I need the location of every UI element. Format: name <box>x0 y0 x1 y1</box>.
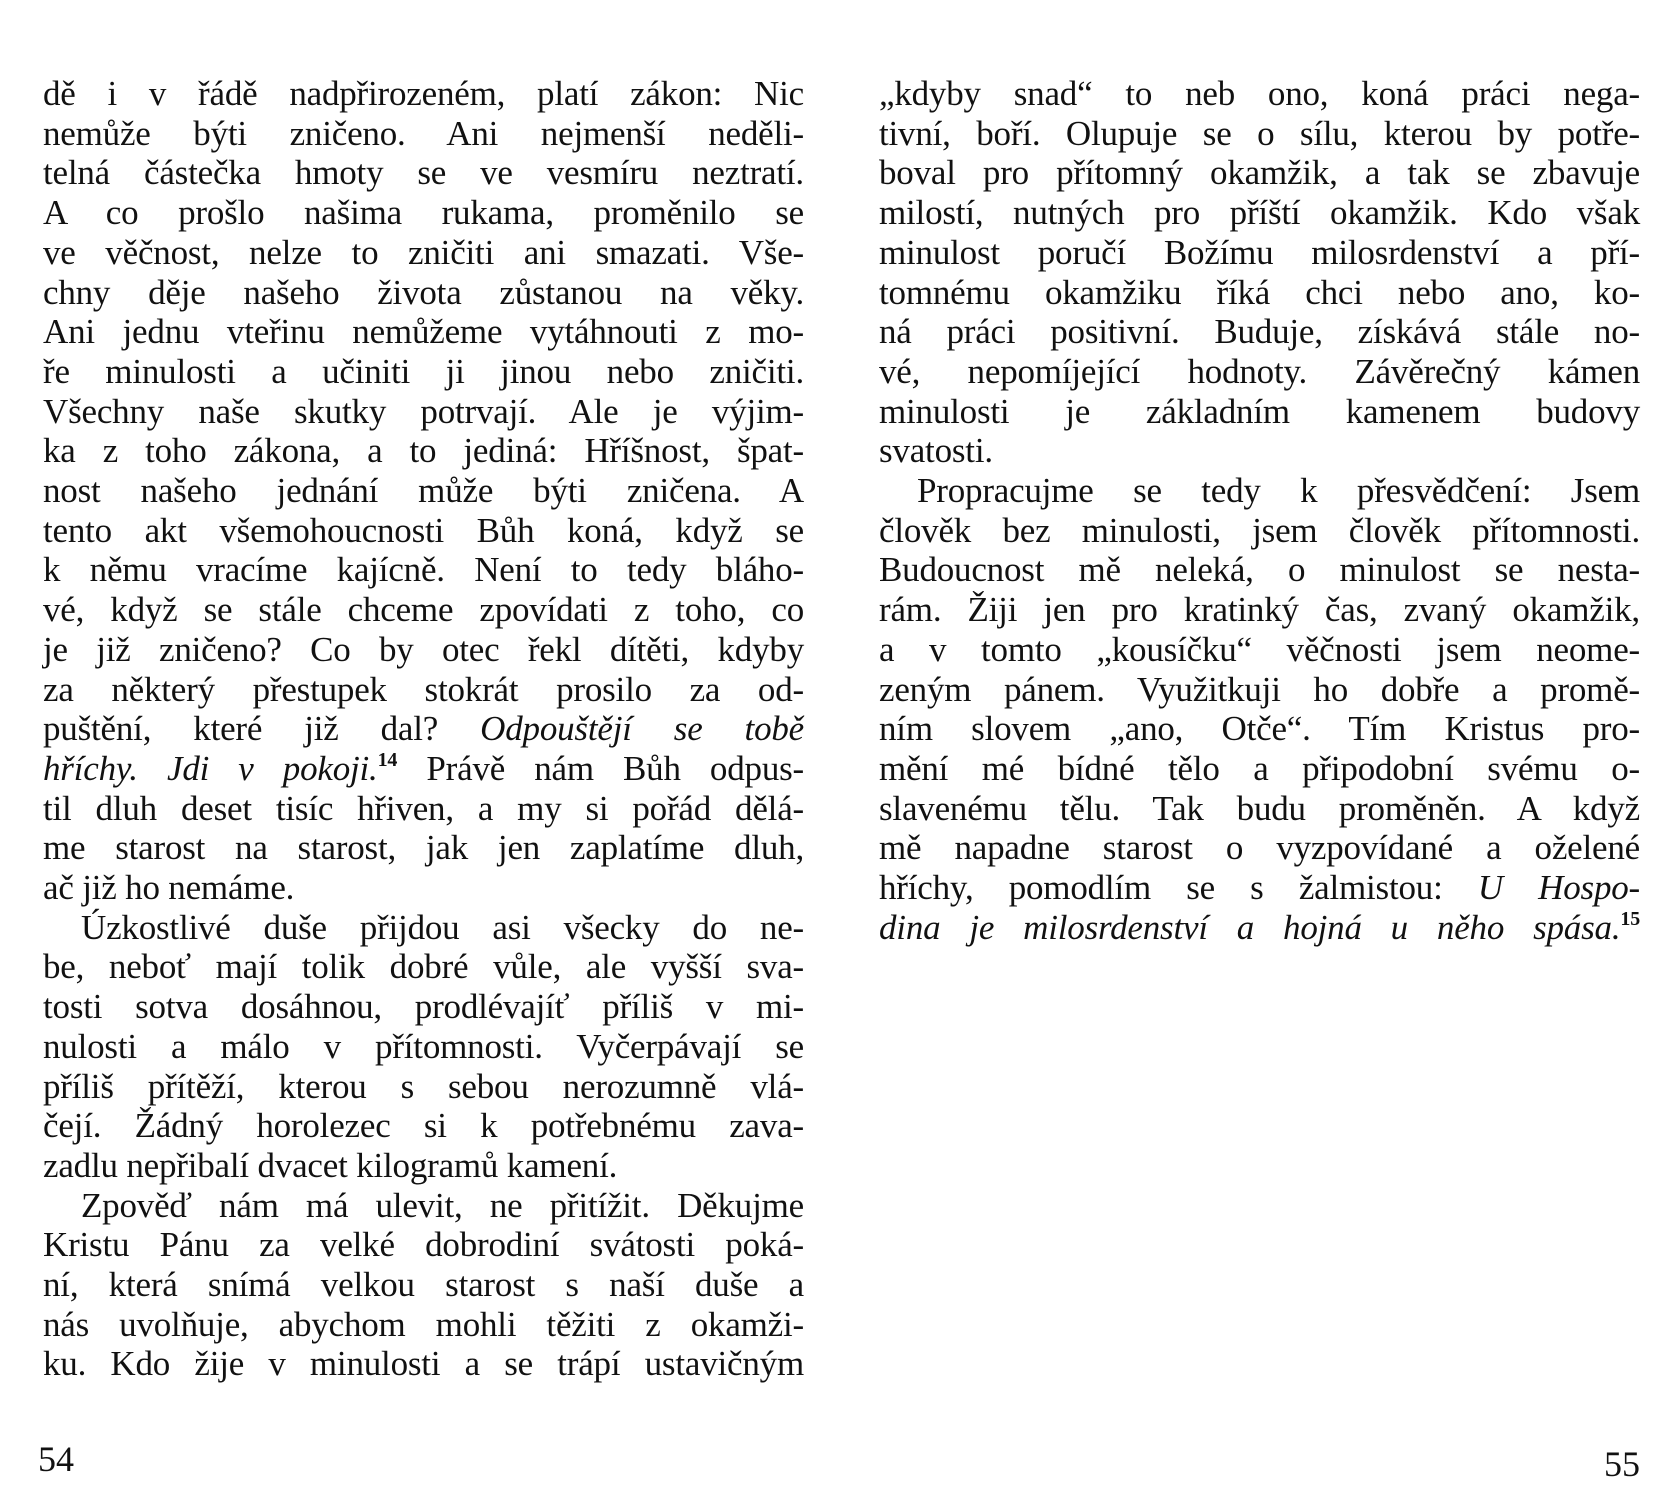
text-segment: nulosti a málo v přítomnosti. Vyčerpávají se <box>43 1026 804 1066</box>
text-segment: Propracujme se tedy k přesvědčení: Jsem <box>917 471 1640 510</box>
text-segment: mění mé bídné tělo a připodobní svému o- <box>879 748 1640 788</box>
text-segment: hříchy, pomodlím se s žalmistou: <box>879 868 1478 907</box>
text-segment: me starost na starost, jak jen zaplatíme dluh, <box>43 828 804 868</box>
footnote-reference: 15 <box>1620 907 1640 930</box>
text-segment: Budoucnost mě neleká, o minulost se nesta- <box>879 550 1640 590</box>
text-line <box>43 987 804 1027</box>
text-segment: ku. Kdo žije v minulosti a se trápí ustavičným <box>43 1344 804 1384</box>
text-line <box>43 828 804 868</box>
text-line <box>43 749 804 789</box>
text-line <box>879 153 1640 193</box>
text-line <box>879 352 1640 392</box>
text-segment: příliš přítěží, kterou s sebou nerozumně vlá- <box>43 1066 804 1106</box>
text-segment: slavenému tělu. Tak budu proměněn. A když <box>879 788 1640 828</box>
text-segment: ní, která snímá velkou starost s naší duše a <box>43 1265 804 1304</box>
text-segment: dě i v řádě nadpřirozeném, platí zákon: Nic <box>43 74 804 113</box>
text-segment: člověk bez minulosti, jsem člověk přítomnosti. <box>879 510 1640 550</box>
text-line <box>43 1027 804 1067</box>
text-segment: zadlu nepřibalí dvacet kilogramů kamení. <box>43 1145 618 1185</box>
text-line <box>879 749 1640 789</box>
text-line <box>43 550 804 590</box>
text-line <box>43 670 804 710</box>
text-segment: za některý přestupek stokrát prosilo za od- <box>43 669 804 709</box>
text-line <box>43 789 804 829</box>
text-segment: „kdyby snad“ to neb ono, koná práci nega- <box>879 74 1640 113</box>
text-segment: čejí. Žádný horolezec si k potřebnému zava- <box>43 1106 804 1146</box>
text-segment: Ani jednu vteřinu nemůžeme vytáhnouti z mo- <box>43 312 804 352</box>
text-line <box>879 511 1640 551</box>
text-segment: rám. Žiji jen pro kratinký čas, zvaný okamžik, <box>879 590 1640 630</box>
text-line <box>879 828 1640 868</box>
text-segment: mě napadne starost o vyzpovídané a oželené <box>879 828 1640 868</box>
text-line <box>43 590 804 630</box>
text-line <box>879 709 1640 749</box>
text-segment: zeným pánem. Využitkuji ho dobře a promě- <box>879 669 1640 709</box>
text-segment: Kristu Pánu za velké dobrodiní svátosti poká- <box>43 1225 804 1265</box>
text-segment: nás uvolňuje, abychom mohli těžiti z okamži- <box>43 1304 804 1344</box>
text-segment: minulosti je základním kamenem budovy <box>879 391 1640 431</box>
text-line <box>879 908 1640 948</box>
text-line <box>43 1067 804 1107</box>
footnote-reference: 14 <box>377 748 398 771</box>
text-segment: nemůže býti zničeno. Ani nejmenší neděli- <box>43 113 804 153</box>
text-line <box>879 471 1640 511</box>
text-segment: ře minulosti a učiniti ji jinou nebo zničiti. <box>43 351 804 391</box>
text-line <box>43 1305 804 1345</box>
text-segment: vé, když se stále chceme zpovídati z toho, co <box>43 590 804 630</box>
text-segment: til dluh deset tisíc hřiven, a my si pořád dělá- <box>43 788 804 828</box>
text-segment: ač již ho nemáme. <box>43 868 295 907</box>
text-line <box>879 312 1640 352</box>
text-segment: A co prošlo našima rukama, proměnilo se <box>43 193 804 233</box>
text-line <box>879 193 1640 233</box>
text-line <box>879 74 1640 114</box>
text-line <box>43 630 804 670</box>
text-line <box>43 392 804 432</box>
text-segment: nost našeho jednání může býti zničena. A <box>43 471 804 510</box>
text-line <box>43 233 804 273</box>
text-segment: tento akt všemohoucnosti Bůh koná, když se <box>43 510 804 550</box>
page-number-right: 55 <box>1604 1444 1640 1484</box>
text-line <box>43 1265 804 1305</box>
text-line <box>879 273 1640 313</box>
text-line <box>43 193 804 233</box>
text-segment: vé, nepomíjející hodnoty. Závěrečný kámen <box>879 351 1640 391</box>
text-segment: telná částečka hmoty se ve vesmíru neztratí. <box>43 153 804 193</box>
text-line <box>43 1106 804 1146</box>
text-line <box>879 789 1640 829</box>
text-segment: ve věčnost, nelze to zničiti ani smazati. Vše- <box>43 232 804 272</box>
text-line <box>43 471 804 511</box>
text-segment: ka z toho zákona, a to jediná: Hříšnost, špat- <box>43 431 804 471</box>
text-line <box>879 114 1640 154</box>
text-segment: tivní, boří. Olupuje se o sílu, kterou by potře- <box>879 113 1640 153</box>
text-segment: svatosti. <box>879 431 993 471</box>
page-number-left: 54 <box>38 1439 74 1479</box>
text-line <box>43 1225 804 1265</box>
text-segment: tomnému okamžiku říká chci nebo ano, ko- <box>879 272 1640 312</box>
text-line <box>879 550 1640 590</box>
text-segment: be, neboť mají tolik dobré vůle, ale vyšší sva- <box>43 947 804 987</box>
text-line <box>43 947 804 987</box>
text-segment: puštění, které již dal? <box>43 709 481 749</box>
text-segment: a v tomto „kousíčku“ věčnosti jsem neome- <box>879 629 1640 669</box>
text-line <box>43 868 804 908</box>
text-segment: milostí, nutných pro příští okamžik. Kdo však <box>879 193 1640 233</box>
text-line <box>43 908 804 948</box>
text-segment: tosti sotva dosáhnou, prodlévajíť příliš v mi- <box>43 987 804 1027</box>
text-line <box>43 74 804 114</box>
text-line <box>43 1146 804 1186</box>
text-segment: je již zničeno? Co by otec řekl dítěti, kdyby <box>43 629 804 669</box>
text-line <box>43 1186 804 1226</box>
text-line <box>879 868 1640 908</box>
text-segment: chny děje našeho života zůstanou na věky. <box>43 272 804 312</box>
text-line <box>43 312 804 352</box>
text-line <box>43 1344 804 1384</box>
text-line <box>879 630 1640 670</box>
text-line <box>879 670 1640 710</box>
italic-quote: U Hospo- <box>1477 868 1641 907</box>
text-line <box>43 114 804 154</box>
text-line <box>43 511 804 551</box>
italic-quote: dina je milosrdenství a hojná u něho spása. <box>879 907 1621 947</box>
text-line <box>879 392 1640 432</box>
text-line <box>43 153 804 193</box>
text-line <box>43 431 804 471</box>
text-line <box>879 233 1640 273</box>
text-line <box>879 431 1640 471</box>
text-segment: Právě nám Bůh odpus- <box>397 748 805 788</box>
text-segment: minulost poručí Božímu milosrdenství a pří- <box>879 232 1640 272</box>
text-segment: Zpověď nám má ulevit, ne přitížit. Děkujme <box>81 1185 804 1225</box>
text-segment: k němu vracíme kajícně. Není to tedy bláho- <box>43 550 804 590</box>
text-line <box>43 352 804 392</box>
right-page <box>836 0 1672 1501</box>
text-line <box>43 273 804 313</box>
text-segment: ná práci positivní. Buduje, získává stále no- <box>879 312 1640 352</box>
text-line <box>879 590 1640 630</box>
text-segment: Úzkostlivé duše přijdou asi všecky do ne- <box>81 907 804 947</box>
text-line <box>43 709 804 749</box>
text-segment: ním slovem „ano, Otče“. Tím Kristus pro- <box>879 709 1640 749</box>
text-segment: Všechny naše skutky potrvají. Ale je výjim- <box>43 391 804 431</box>
italic-quote: hříchy. Jdi v pokoji. <box>43 748 378 788</box>
italic-quote: Odpouštějí se tobě <box>480 709 805 749</box>
text-segment: boval pro přítomný okamžik, a tak se zbavuje <box>879 153 1640 193</box>
